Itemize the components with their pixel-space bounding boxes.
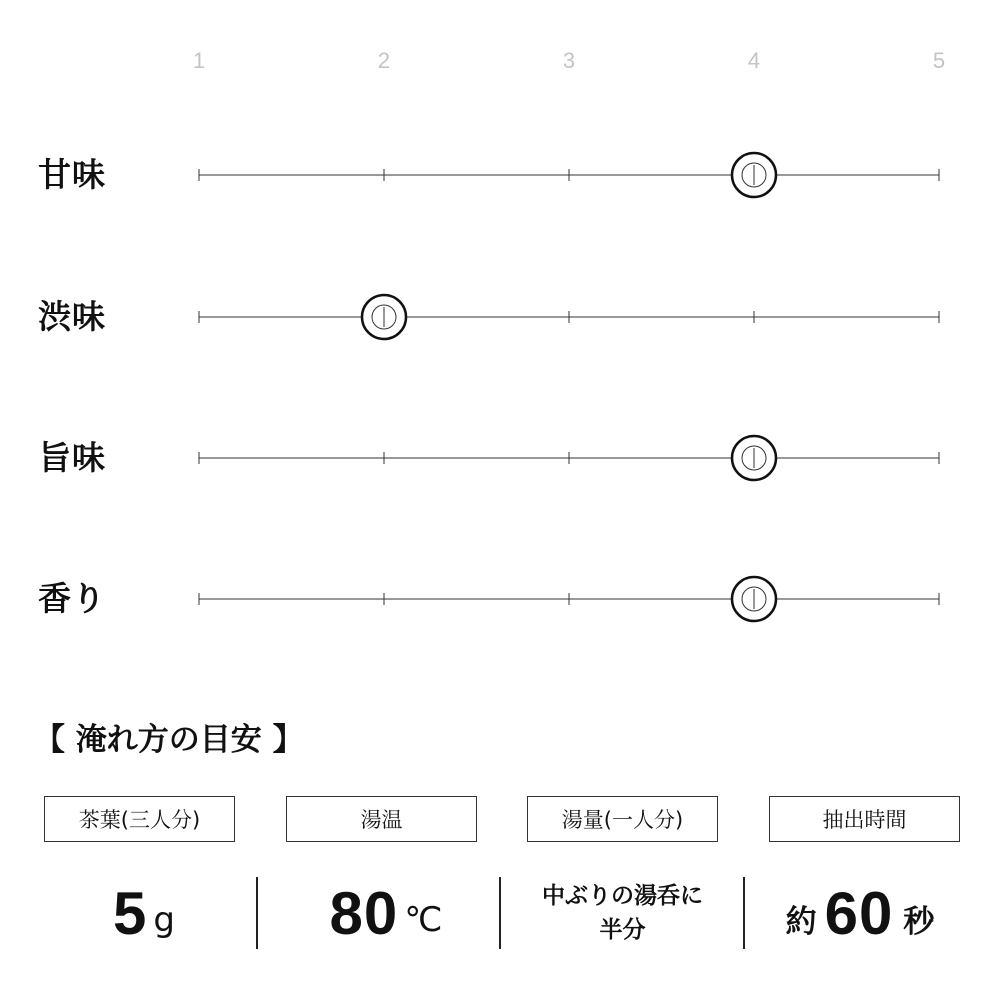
steeping-time-number: 60 xyxy=(824,879,894,947)
header-water-temperature: 湯温 xyxy=(286,796,477,842)
water-amount-value xyxy=(515,868,730,958)
temperature-number: 80 xyxy=(329,879,399,947)
scale-label-4: 4 xyxy=(747,48,761,73)
tea-leaves-unit: g xyxy=(153,900,175,940)
steeping-time-prefix: 約 xyxy=(785,903,817,940)
scale-label-1: 1 xyxy=(192,48,206,73)
rating-label-sweetness: 甘味 xyxy=(38,155,106,194)
water-amount-line2: 半分 xyxy=(599,917,646,943)
rating-label-astringency: 渋味 xyxy=(38,297,106,336)
tea-leaves-number: 5 xyxy=(113,879,148,947)
header-water-amount: 湯量(一人分) xyxy=(527,796,718,842)
column-divider-3 xyxy=(743,877,745,949)
scale-label-5: 5 xyxy=(932,48,946,73)
scale-label-3: 3 xyxy=(562,48,576,73)
column-divider-1 xyxy=(256,877,258,949)
rating-label-umami: 旨味 xyxy=(38,438,106,477)
steeping-time-unit: 秒 xyxy=(903,903,935,940)
steeping-time-value xyxy=(760,868,960,958)
water-amount-line1: 中ぶりの湯呑に xyxy=(542,883,703,909)
scale-label-2: 2 xyxy=(377,48,391,73)
rating-label-aroma: 香り xyxy=(38,579,106,618)
brewing-guide-heading: 【 淹れ方の目安 】 xyxy=(34,722,304,758)
column-divider-2 xyxy=(499,877,501,949)
temperature-unit: ℃ xyxy=(404,900,443,940)
header-steeping-time: 抽出時間 xyxy=(769,796,960,842)
temperature-value xyxy=(286,868,486,958)
tea-leaves-value xyxy=(44,868,244,958)
header-tea-leaves: 茶葉(三人分) xyxy=(44,796,235,842)
